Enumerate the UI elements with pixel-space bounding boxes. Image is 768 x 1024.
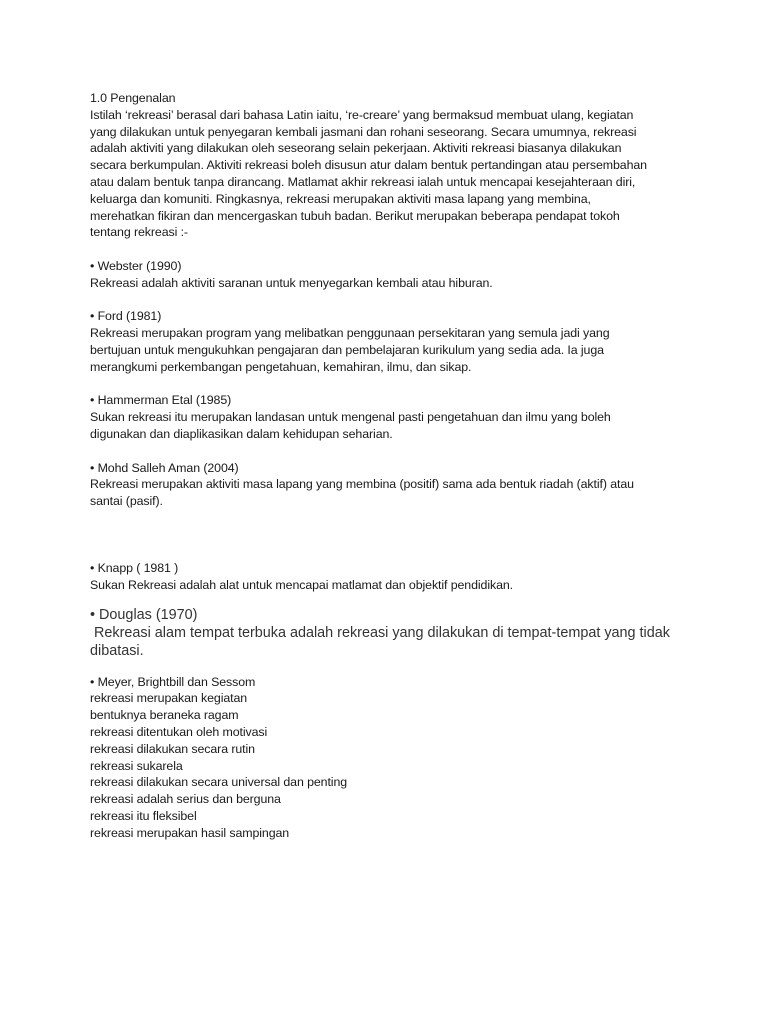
intro-line: keluarga dan komuniti. Ringkasnya, rekreasi merupakan aktiviti masa lapang yang membina, (90, 191, 591, 206)
list-item: rekreasi ditentukan oleh motivasi (90, 724, 268, 739)
intro-line: yang dilakukan untuk penyegaran kembali jasmani dan rohani seseorang. Secara umumnya, rekreasi (90, 124, 637, 139)
entry-text-webster (90, 275, 690, 292)
entry-line: Rekreasi merupakan aktiviti masa lapang yang membina (positif) sama ada bentuk riadah (aktif) atau (90, 477, 634, 492)
document-body (90, 90, 690, 841)
list-item: rekreasi dilakukan secara rutin (90, 741, 255, 756)
intro-line: Istilah ‘rekreasi’ berasal dari bahasa Latin iaitu, ‘re-creare’ yang bermaksud membuat ulang, kegiatan (90, 107, 634, 122)
list-item: rekreasi sukarela (90, 758, 183, 773)
spacer (90, 510, 690, 560)
entry-line: Rekreasi merupakan program yang melibatkan penggunaan persekitaran yang semula jadi yang (90, 326, 610, 341)
intro-paragraph (90, 107, 680, 241)
list-item: rekreasi itu fleksibel (90, 808, 197, 823)
entry-line: Sukan rekreasi itu merupakan landasan untuk mengenal pasti pengetahuan dan ilmu yang boleh (90, 410, 611, 425)
spacer (90, 594, 690, 606)
spacer (90, 443, 690, 460)
entry-text-mohd-salleh (90, 476, 690, 510)
entry-text-hammerman (90, 409, 690, 443)
entry-line: Rekreasi adalah aktiviti saranan untuk menyegarkan kembali atau hiburan. (90, 275, 493, 290)
entry-text-knapp (90, 577, 690, 594)
spacer (90, 376, 690, 393)
list-item: rekreasi dilakukan secara universal dan penting (90, 775, 348, 790)
intro-line: secara berkumpulan. Aktiviti rekreasi boleh disusun atur dalam bentuk pertandingan atau persembahan (90, 158, 647, 173)
spacer (90, 660, 690, 674)
spacer (90, 292, 690, 309)
entry-title-hammerman: • Hammerman Etal (1985) (90, 393, 232, 408)
entry-line: dibatasi. (90, 642, 144, 659)
intro-line: adalah aktiviti yang dilakukan oleh seseorang selain pekerjaan. Aktiviti rekreasi biasanya dilakukan (90, 141, 622, 156)
list-item: bentuknya beraneka ragam (90, 708, 239, 723)
list-item: rekreasi adalah serius dan berguna (90, 792, 281, 807)
entry-text-ford (90, 325, 690, 375)
entry-line: santai (pasif). (90, 494, 163, 509)
entry-line: Sukan Rekreasi adalah alat untuk mencapai matlamat dan objektif pendidikan. (90, 577, 513, 592)
intro-line: merehatkan fikiran dan mencergaskan tubuh badan. Berikut merupakan beberapa pendapat tokoh (90, 208, 620, 223)
intro-line: atau dalam bentuk tanpa dirancang. Matlamat akhir rekreasi ialah untuk mencapai kesejahteraan diri, (90, 174, 636, 189)
list-item: rekreasi merupakan hasil sampingan (90, 825, 290, 840)
entry-title-mohd-salleh: • Mohd Salleh Aman (2004) (90, 460, 239, 475)
entry-line: digunakan dan diaplikasikan dalam kehidupan seharian. (90, 426, 393, 441)
spacer (90, 241, 690, 258)
entry-title-knapp: • Knapp ( 1981 ) (90, 560, 179, 575)
section-heading: 1.0 Pengenalan (90, 91, 176, 105)
entry-line: Rekreasi alam tempat terbuka adalah rekreasi yang dilakukan di tempat-tempat yang tidak (90, 624, 670, 641)
list-item: rekreasi merupakan kegiatan (90, 691, 248, 706)
entry-line: bertujuan untuk mengukuhkan pengajaran dan pembelajaran kurikulum yang sedia ada. Ia juga (90, 342, 604, 357)
entry-title-ford: • Ford (1981) (90, 309, 162, 324)
intro-line: tentang rekreasi :- (90, 225, 188, 240)
entry-line: merangkumi perkembangan pengetahuan, kemahiran, ilmu, dan sikap. (90, 359, 472, 374)
entry-title-meyer: • Meyer, Brightbill dan Sessom (90, 674, 256, 689)
meyer-list (90, 690, 690, 841)
entry-title-douglas: • Douglas (1970) (90, 606, 198, 623)
entry-title-webster: • Webster (1990) (90, 258, 182, 273)
douglas-section (90, 606, 690, 660)
